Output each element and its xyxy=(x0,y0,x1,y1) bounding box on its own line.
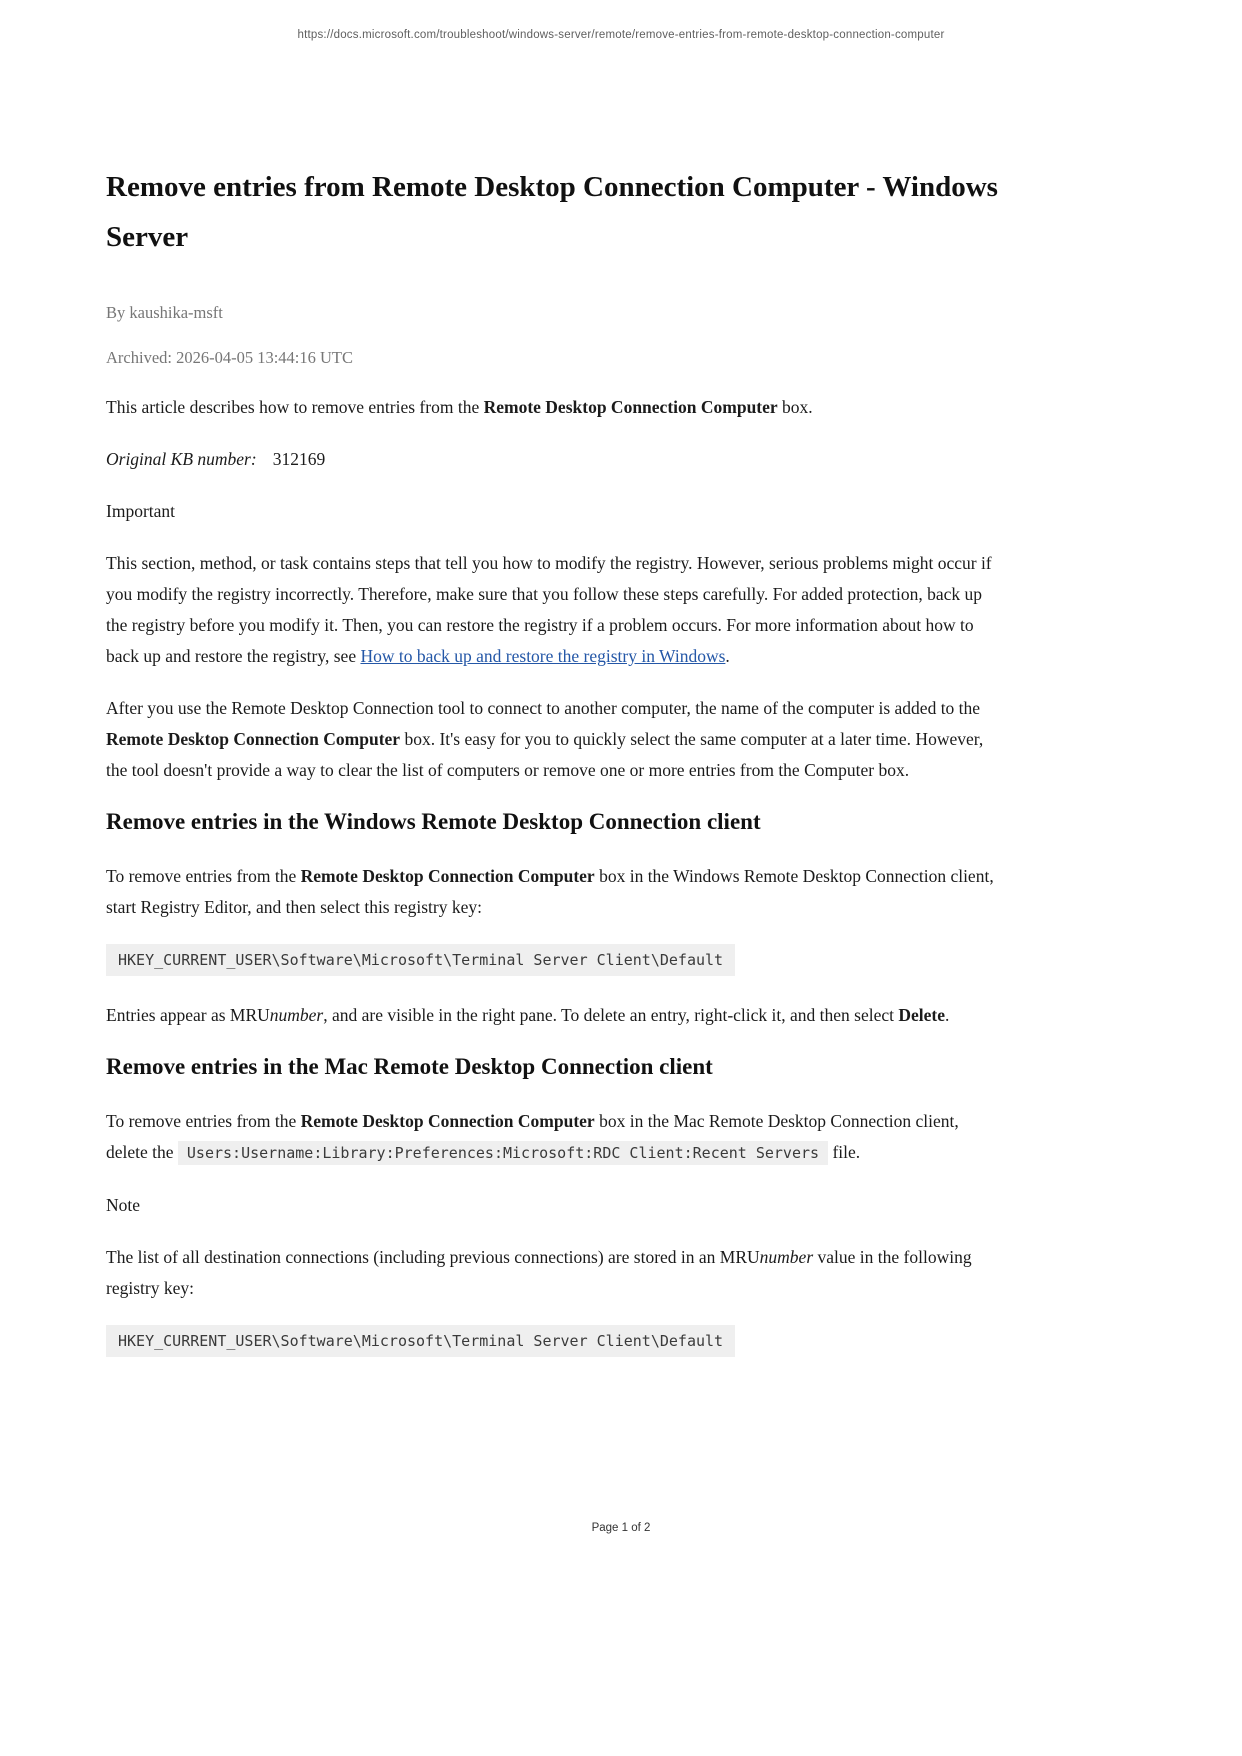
section-heading-windows: Remove entries in the Windows Remote Desktop Connection client xyxy=(106,809,761,834)
kb-label: Original KB number: xyxy=(106,449,257,469)
paragraph-mru-note xyxy=(106,1242,1003,1304)
bold-text: Remote Desktop Connection Computer xyxy=(300,866,595,886)
paragraph-delete-entries xyxy=(106,1000,1003,1031)
text-run: Entries appear as MRU xyxy=(106,1005,270,1025)
article-content xyxy=(106,162,1003,1381)
page-footer: Page 1 of 2 xyxy=(591,1522,651,1534)
text-run: box. xyxy=(777,397,813,417)
paragraph-windows-instructions xyxy=(106,861,1003,923)
text-run: box in the Mac Remote Desktop Connection client, delete the xyxy=(106,1111,959,1162)
section-heading-mac: Remove entries in the Mac Remote Desktop Connection client xyxy=(106,1054,713,1079)
code-row xyxy=(106,1325,1003,1357)
text-run: . xyxy=(725,646,730,666)
paragraph-rdc-history xyxy=(106,693,1003,786)
backup-registry-link[interactable]: How to back up and restore the registry in Windows xyxy=(360,646,726,666)
mac-preferences-path-code: Users:Username:Library:Preferences:Microsoft:RDC Client:Recent Servers xyxy=(178,1141,828,1165)
paragraph-mac-instructions xyxy=(106,1106,1003,1169)
text-run: The list of all destination connections (including previous connections) are stored in an MRU xyxy=(106,1247,760,1267)
archive-timestamp: Archived: 2026-04-05 13:44:16 UTC xyxy=(106,348,354,367)
page-url: https://docs.microsoft.com/troubleshoot/windows-server/remote/remove-entries-from-remote-desktop-connection-computer xyxy=(297,29,945,41)
bold-text: Delete xyxy=(898,1005,945,1025)
text-run: . xyxy=(945,1005,950,1025)
bold-text: Remote Desktop Connection Computer xyxy=(106,729,401,749)
text-run: To remove entries from the xyxy=(106,1111,301,1131)
italic-text: number xyxy=(269,1005,324,1025)
text-run: After you use the Remote Desktop Connection tool to connect to another computer, the name of the computer is added to the xyxy=(106,698,981,718)
bold-text: Remote Desktop Connection Computer xyxy=(483,397,778,417)
registry-key-code-windows: HKEY_CURRENT_USER\Software\Microsoft\Terminal Server Client\Default xyxy=(106,944,735,976)
text-run: This article describes how to remove entries from the xyxy=(106,397,484,417)
kb-number-line xyxy=(106,444,1003,475)
kb-number: 312169 xyxy=(272,449,326,469)
text-run: value in the following registry key: xyxy=(106,1247,972,1298)
note-label: Note xyxy=(106,1195,141,1215)
byline: By kaushika-msft xyxy=(106,303,223,322)
text-run: , and are visible in the right pane. To delete an entry, right-click it, and then select xyxy=(323,1005,899,1025)
paragraph-registry-warning xyxy=(106,548,1003,672)
text-run: To remove entries from the xyxy=(106,866,301,886)
text-run: file. xyxy=(828,1142,861,1162)
text-run: This section, method, or task contains steps that tell you how to modify the registry. However, serious problems might occur if you modify the registry incorrectly. Therefore, make sure that you follow these steps carefully. For added protection, back up the registry before you modify it. Then, you can restore the registry if a problem occurs. For more information about how to back up and restore the registry, see xyxy=(106,553,992,666)
article-title: Remove entries from Remote Desktop Connection Computer - Windows Server xyxy=(106,171,998,253)
code-row xyxy=(106,944,1003,976)
text-run: box. It's easy for you to quickly select the same computer at a later time. However, the tool doesn't provide a way to clear the list of computers or remove one or more entries from the Computer box. xyxy=(106,729,984,780)
important-label: Important xyxy=(106,501,176,521)
text-run: box in the Windows Remote Desktop Connection client, start Registry Editor, and then select this registry key: xyxy=(106,866,994,917)
registry-key-code-note: HKEY_CURRENT_USER\Software\Microsoft\Terminal Server Client\Default xyxy=(106,1325,735,1357)
bold-text: Remote Desktop Connection Computer xyxy=(300,1111,595,1131)
paragraph-intro xyxy=(106,392,1003,423)
italic-text: number xyxy=(759,1247,814,1267)
